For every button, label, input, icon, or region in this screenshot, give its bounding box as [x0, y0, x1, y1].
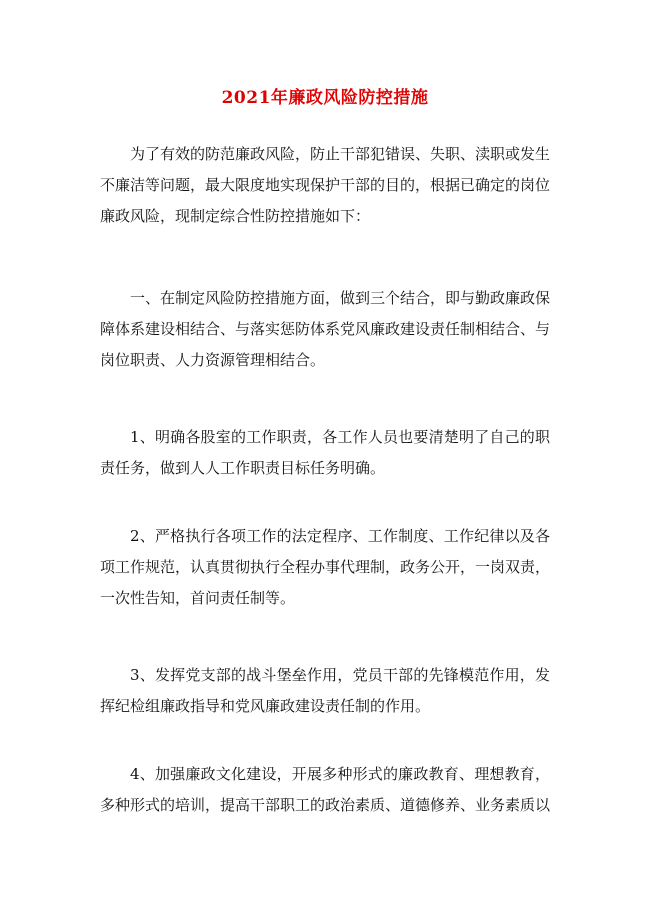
document-title: 2021年廉政风险防控措施: [221, 88, 429, 108]
measure-2-paragraph: 2、严格执行各项工作的法定程序、工作制度、工作纪律以及各项工作规范，认真贯彻执行全程办事代理制，政务公开，一岗双责，一次性告知，首问责任制等。: [100, 527, 551, 607]
section-one-paragraph: 一、在制定风险防控措施方面，做到三个结合，即与勤政廉政保障体系建设相结合、与落实惩防体系党风廉政建设责任制相结合、与岗位职责、人力资源管理相结合。: [100, 289, 551, 369]
measure-4-paragraph: 4、加强廉政文化建设，开展多种形式的廉政教育、理想教育，多种形式的培训，提高干部职工的政治素质、道德修养、业务素质以: [100, 765, 551, 814]
intro-paragraph: 为了有效的防范廉政风险，防止干部犯错误、失职、渎职或发生不廉洁等问题，最大限度地实现保护干部的目的，根据已确定的岗位廉政风险，现制定综合性防控措施如下：: [100, 145, 551, 225]
measure-3-paragraph: 3、发挥党支部的战斗堡垒作用，党员干部的先锋模范作用，发挥纪检组廉政指导和党风廉政建设责任制的作用。: [100, 666, 550, 715]
measure-1-paragraph: 1、明确各股室的工作职责，各工作人员也要清楚明了自己的职责任务，做到人人工作职责目标任务明确。: [100, 428, 550, 477]
